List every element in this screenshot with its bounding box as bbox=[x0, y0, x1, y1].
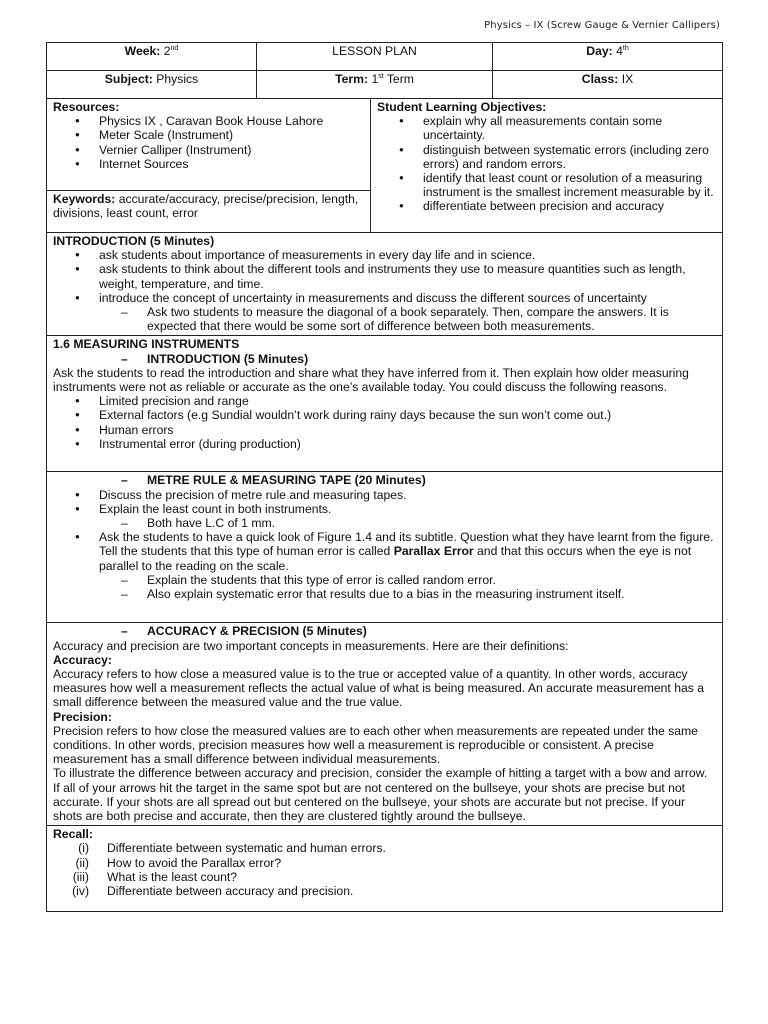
week-sup: nd bbox=[170, 44, 179, 52]
list-item: ● Discuss the precision of metre rule and measuring tapes. bbox=[75, 488, 716, 502]
precision-text: Precision refers to how close the measured values are to each other when measurements are repeated under the same conditions. In other words, precision measures how well a measurement is reproducible or consistent. A precise measurement has a small difference between individual measurements. bbox=[53, 723, 698, 767]
introduction-cell bbox=[47, 233, 723, 336]
metre-heading-text: METRE RULE & MEASURING TAPE (20 Minutes) bbox=[147, 473, 426, 488]
list-item: ● External factors (e.g Sundial wouldn’t work during rainy days because the sun won’t come out.) bbox=[75, 408, 716, 422]
recall-number: (ii) bbox=[75, 855, 89, 870]
parallax-error-term: Parallax Error bbox=[393, 544, 474, 559]
accuracy-intro: Accuracy and precision are two important concepts in measurements. Here are their definitions: bbox=[53, 638, 569, 653]
recall-text: Differentiate between accuracy and precision. bbox=[107, 884, 354, 899]
list-item: – Also explain systematic error that results due to a bias in the measuring instrument itself. bbox=[121, 587, 716, 601]
day-sup: th bbox=[622, 44, 629, 52]
week-cell bbox=[47, 43, 257, 71]
introduction-sub-list bbox=[53, 305, 716, 333]
recall-list bbox=[53, 841, 716, 898]
subject-cell bbox=[47, 71, 257, 99]
class-value: IX bbox=[621, 72, 634, 86]
accuracy-label: Accuracy: bbox=[53, 652, 112, 667]
class-cell bbox=[493, 71, 723, 99]
list-item bbox=[75, 530, 716, 573]
term-sup: st bbox=[378, 72, 384, 80]
list-item: ● differentiate between precision and accuracy bbox=[399, 199, 716, 213]
term-value: 1 bbox=[371, 72, 379, 86]
recall-text: How to avoid the Parallax error? bbox=[107, 855, 282, 870]
lesson-plan-cell bbox=[257, 43, 493, 71]
list-item bbox=[59, 884, 716, 898]
resources-cell bbox=[47, 99, 371, 191]
accuracy-text: Accuracy refers to how close a measured value is to the true or accepted value of a quantity. In other words, accuracy measures how well a measurement reflects the actual value of what is being measured. An accurate measurement has a small difference between the measured value and the true value. bbox=[53, 667, 705, 710]
class-label: Class: bbox=[581, 72, 619, 86]
list-item: ● Physics IX , Caravan Book House Lahore bbox=[75, 114, 364, 128]
list-item bbox=[59, 856, 716, 870]
lesson-plan-table bbox=[46, 42, 723, 912]
resources-list bbox=[53, 114, 364, 171]
resources-title: Resources: bbox=[53, 100, 120, 114]
measuring-intro-heading: – INTRODUCTION (5 Minutes) bbox=[121, 351, 309, 366]
measuring-row bbox=[47, 336, 723, 472]
list-item: ● Limited precision and range bbox=[75, 394, 716, 408]
lesson-plan-title: LESSON PLAN bbox=[332, 44, 417, 58]
metre-sub-list-1 bbox=[53, 516, 716, 530]
subject-label: Subject: bbox=[104, 72, 153, 86]
objectives-title: Student Learning Objectives: bbox=[377, 100, 547, 114]
recall-cell bbox=[47, 826, 723, 912]
measuring-list bbox=[53, 394, 716, 451]
day-value: 4 bbox=[616, 44, 623, 58]
list-item: ● explain why all measurements contain some uncertainty. bbox=[399, 114, 716, 142]
precision-label: Precision: bbox=[53, 709, 112, 724]
parallax-post-text: and that this occurs when the eye is not parallel to the reading on the scale. bbox=[99, 544, 692, 573]
list-item: ● Meter Scale (Instrument) bbox=[75, 128, 364, 142]
metre-heading: – METRE RULE & MEASURING TAPE (20 Minutes) bbox=[121, 473, 426, 488]
list-item: ● Explain the least count in both instruments. bbox=[75, 502, 716, 516]
page-header: Physics – IX (Screw Gauge & Vernier Callipers) bbox=[484, 20, 720, 31]
objectives-cell bbox=[371, 99, 723, 233]
accuracy-heading: – ACCURACY & PRECISION (5 Minutes) bbox=[121, 624, 367, 639]
recall-number: (iv) bbox=[72, 884, 89, 899]
list-item: – Ask two students to measure the diagonal of a book separately. Then, compare the answers. It is expected that there would be some sort of difference between both measurements. bbox=[121, 305, 716, 333]
list-item: ● Internet Sources bbox=[75, 157, 364, 171]
list-item: ● Instrumental error (during production) bbox=[75, 437, 716, 451]
objectives-list bbox=[377, 114, 716, 213]
subject-value: Physics bbox=[156, 72, 199, 86]
list-item: – Both have L.C of 1 mm. bbox=[121, 516, 716, 530]
list-item bbox=[59, 841, 716, 855]
keywords-text: accurate/accuracy, precise/precision, length, divisions, least count, error bbox=[53, 192, 359, 221]
recall-text: What is the least count? bbox=[107, 869, 238, 884]
introduction-title: INTRODUCTION (5 Minutes) bbox=[53, 234, 215, 248]
list-item: ● distinguish between systematic errors (including zero errors) and random errors. bbox=[399, 143, 716, 171]
term-label: Term: bbox=[335, 72, 369, 86]
accuracy-cell bbox=[47, 623, 723, 826]
day-label: Day: bbox=[586, 44, 613, 58]
list-item bbox=[59, 870, 716, 884]
recall-row bbox=[47, 826, 723, 912]
term-suffix: Term bbox=[386, 72, 414, 86]
keywords-label: Keywords: bbox=[53, 192, 116, 206]
day-cell bbox=[493, 43, 723, 71]
measuring-cell bbox=[47, 336, 723, 472]
header-row-2 bbox=[47, 71, 723, 99]
introduction-list bbox=[53, 248, 716, 305]
list-item: ● Human errors bbox=[75, 423, 716, 437]
list-item: ● introduce the concept of uncertainty in measurements and discuss the different sources of uncertainty bbox=[75, 291, 716, 305]
metre-sub-list-2 bbox=[53, 573, 716, 601]
recall-title: Recall: bbox=[53, 827, 93, 842]
measuring-intro-heading-text: INTRODUCTION (5 Minutes) bbox=[147, 351, 309, 366]
metre-list-1 bbox=[53, 488, 716, 516]
list-item: ● identify that least count or resolution of a measuring instrument is the smallest increment measurable by it. bbox=[399, 171, 716, 199]
term-cell bbox=[257, 71, 493, 99]
metre-list-2 bbox=[53, 530, 716, 573]
keywords-cell bbox=[47, 191, 371, 233]
week-value: 2 bbox=[163, 44, 171, 58]
introduction-row bbox=[47, 233, 723, 336]
accuracy-row bbox=[47, 623, 723, 826]
header-row-1 bbox=[47, 43, 723, 71]
list-item: ● Vernier Calliper (Instrument) bbox=[75, 143, 364, 157]
metre-cell bbox=[47, 472, 723, 623]
metre-row bbox=[47, 472, 723, 623]
recall-number: (i) bbox=[78, 841, 89, 856]
list-item: – Explain the students that this type of error is called random error. bbox=[121, 573, 716, 587]
resources-row bbox=[47, 99, 723, 191]
measuring-title: 1.6 MEASURING INSTRUMENTS bbox=[53, 337, 240, 352]
list-item: ● ask students about importance of measurements in every day life and in science. bbox=[75, 248, 716, 262]
recall-number: (iii) bbox=[72, 869, 89, 884]
list-item: ● ask students to think about the different tools and instruments they use to measure quantities such as length, weight, temperature, and time. bbox=[75, 262, 716, 290]
illustration-text: To illustrate the difference between accuracy and precision, consider the example of hitting a target with a bow and arrow. If all of your arrows hit the target in the same spot but are not centered on the bullseye, your shots are precise but not accurate. If your shots are all spread out but centered on the bullseye, your shots are accurate but not precise. If your shots are both precise and accurate, then they are clustered tightly around the bullseye. bbox=[53, 766, 708, 824]
parallax-pre-text: Ask the students to have a quick look of Figure 1.4 and its subtitle. Question what they have learnt from the figure. Tell the students that this type of human error is called bbox=[99, 530, 714, 559]
recall-text: Differentiate between systematic and human errors. bbox=[107, 841, 386, 856]
accuracy-heading-text: ACCURACY & PRECISION (5 Minutes) bbox=[147, 624, 367, 639]
measuring-paragraph: Ask the students to read the introduction and share what they have inferred from it. Then explain how older measuring instruments were not as reliable or accurate as the one’s available today. You could discuss the following reasons. bbox=[53, 365, 689, 395]
week-label: Week: bbox=[124, 44, 161, 58]
